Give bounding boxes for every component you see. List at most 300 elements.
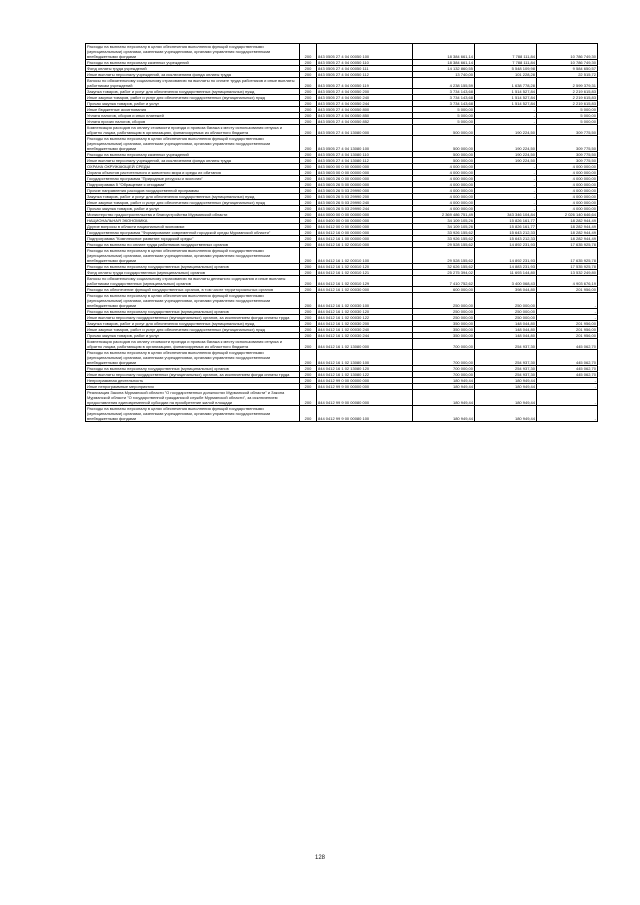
row-name: Прочая закупка товаров, работ и услуг: [86, 333, 300, 339]
table-row: [86, 270, 598, 276]
row-approved: 5 000,00: [413, 113, 475, 119]
table-row: [86, 236, 598, 242]
row-line-code: 200: [300, 390, 317, 406]
row-unexecuted: 445 062,70: [537, 350, 598, 366]
row-name: Охрана объектов растительного и животного мира и среды их обитания: [86, 170, 300, 176]
table-row: [86, 321, 598, 327]
row-name: Расходы на выплаты персоналу в целях обеспечения выполнения функций государственными (муниципальными) органами, казенными учреждениями, органами управления государственными внебюджетными фондами: [86, 136, 300, 152]
row-line-code: 200: [300, 230, 317, 236]
row-line-code: 200: [300, 206, 317, 212]
row-name: Расходы на выплаты персоналу государственных (муниципальных) органов: [86, 309, 300, 315]
row-budget-code: 844 0412 99 0 00 00000 000: [317, 378, 413, 384]
row-budget-code: 843 0505 27 4 04 00050 200: [317, 89, 413, 95]
row-approved: 700 000,00: [413, 372, 475, 378]
table-row: [86, 327, 598, 333]
row-executed: -: [475, 188, 537, 194]
row-budget-code: 843 0505 27 4 04 00050 852: [317, 119, 413, 125]
row-budget-code: 843 0603 26 5 03 29990 200: [317, 194, 413, 200]
row-budget-code: 843 0505 27 4 04 00050 850: [317, 113, 413, 119]
row-unexecuted: 18 282 944,49: [537, 224, 598, 230]
row-unexecuted: 201 956,00: [537, 287, 598, 293]
row-approved: 4 000 000,00: [413, 188, 475, 194]
row-approved: 32 626 155,62: [413, 264, 475, 270]
row-line-code: 200: [300, 293, 317, 309]
row-unexecuted: 4 000 000,00: [537, 194, 598, 200]
row-executed: -: [475, 113, 537, 119]
row-budget-code: 843 0505 27 4 04 00050 119: [317, 78, 413, 89]
row-unexecuted: 17 635 925,78: [537, 248, 598, 264]
table-row: [86, 44, 598, 60]
row-executed: -: [475, 194, 537, 200]
row-name: Реализация Закона Мурманской области "О государственных должностях Мурманской области" и Закона Мурманской области "О государственной гражданской службе Мурманской области", за исключением предоставления единовременной субсидии на приобретение жилой площади: [86, 390, 300, 406]
row-executed: 254 937,30: [475, 350, 537, 366]
row-executed: 148 044,80: [475, 321, 537, 327]
row-approved: 3 734 143,68: [413, 89, 475, 95]
row-name: Фонд оплаты труда государственных (муниципальных) органов: [86, 270, 300, 276]
row-budget-code: 843 0603 26 5 03 29990 240: [317, 200, 413, 206]
table-row: [86, 309, 598, 315]
row-name: НАЦИОНАЛЬНАЯ ЭКОНОМИКА: [86, 218, 300, 224]
row-approved: 250 000,00: [413, 293, 475, 309]
row-approved: 700 000,00: [413, 350, 475, 366]
row-line-code: 200: [300, 218, 317, 224]
row-approved: 4 000 000,00: [413, 176, 475, 182]
row-approved: 7 410 752,62: [413, 276, 475, 287]
row-unexecuted: 4 000 000,00: [537, 176, 598, 182]
table-row: [86, 95, 598, 101]
row-unexecuted: 309 775,50: [537, 152, 598, 158]
table-row: [86, 339, 598, 350]
row-unexecuted: 2 219 615,83: [537, 95, 598, 101]
row-line-code: 200: [300, 119, 317, 125]
row-line-code: 200: [300, 95, 317, 101]
table-row: [86, 390, 598, 406]
row-executed: 398 044,80: [475, 287, 537, 293]
row-line-code: 200: [300, 309, 317, 315]
row-approved: 18 384 661,14: [413, 44, 475, 60]
row-approved: 25 275 394,02: [413, 270, 475, 276]
row-unexecuted: 22 515,72: [537, 72, 598, 78]
row-budget-code: 843 0505 27 4 04 13080 100: [317, 136, 413, 152]
row-budget-code: 844 0412 16 1 02 00010 121: [317, 270, 413, 276]
budget-table: [85, 43, 598, 422]
row-line-code: 200: [300, 248, 317, 264]
row-line-code: 200: [300, 152, 317, 158]
row-approved: 29 528 155,62: [413, 248, 475, 264]
table-row: [86, 230, 598, 236]
row-name: Расходы на выплаты персоналу казенных учреждений: [86, 60, 300, 66]
row-unexecuted: 445 062,70: [537, 366, 598, 372]
row-name: Уплата прочих налогов, сборов: [86, 119, 300, 125]
row-unexecuted: 18 282 944,49: [537, 218, 598, 224]
row-unexecuted: 4 000 000,00: [537, 164, 598, 170]
row-approved: 14 132 860,55: [413, 66, 475, 72]
row-approved: 180 949,44: [413, 406, 475, 422]
row-approved: 500 000,00: [413, 125, 475, 136]
row-unexecuted: 4 000 000,00: [537, 200, 598, 206]
row-name: Взносы по обязательному социальному страхованию на выплаты по оплате труда работников и иные выплаты работникам учреждений: [86, 78, 300, 89]
row-line-code: 200: [300, 125, 317, 136]
row-budget-code: 843 0603 26 5 03 29990 000: [317, 188, 413, 194]
row-approved: 500 000,00: [413, 136, 475, 152]
row-budget-code: 843 0505 27 4 04 13080 112: [317, 158, 413, 164]
row-unexecuted: 2 219 615,83: [537, 101, 598, 107]
row-executed: -: [475, 119, 537, 125]
row-approved: 350 000,00: [413, 333, 475, 339]
row-executed: 254 937,30: [475, 372, 537, 378]
row-name: Расходы на выплаты персоналу в целях обеспечения выполнения функций государственными (муниципальными) органами, казенными учреждениями, органами управления государственными внебюджетными фондами: [86, 248, 300, 264]
row-unexecuted: -: [537, 315, 598, 321]
row-budget-code: 843 0505 27 4 04 00050 110: [317, 60, 413, 66]
row-approved: 34 109 105,26: [413, 224, 475, 230]
row-line-code: 200: [300, 101, 317, 107]
row-approved: 4 000 000,00: [413, 200, 475, 206]
row-executed: 190 224,50: [475, 158, 537, 164]
row-name: Иные закупки товаров, работ и услуг для обеспечения государственных (муниципальных) нужд: [86, 200, 300, 206]
row-name: Закупка товаров, работ и услуг для обеспечения государственных (муниципальных) нужд: [86, 194, 300, 200]
row-name: Расходы на выплаты по оплате труда работников государственных органов: [86, 242, 300, 248]
row-name: Прочие направления расходов государственной программы: [86, 188, 300, 194]
row-name: Расходы на выплаты персоналу казенных учреждений: [86, 152, 300, 158]
row-approved: 4 000 000,00: [413, 164, 475, 170]
row-approved: 250 000,00: [413, 315, 475, 321]
row-name: Расходы на выплаты персоналу в целях обеспечения выполнения функций государственными (муниципальными) органами, казенными учреждениями, органами управления государственными внебюджетными фондами: [86, 44, 300, 60]
row-executed: 343 346 104,84: [475, 212, 537, 218]
row-name: Компенсация расходов на оплату стоимости проезда и провоза багажа к месту использования отпуска и обратно лицам, работающим в организациях, финансируемых из областного бюджета: [86, 125, 300, 136]
row-approved: 4 000 000,00: [413, 194, 475, 200]
row-approved: 700 000,00: [413, 339, 475, 350]
row-unexecuted: 2 599 379,31: [537, 78, 598, 89]
row-approved: 33 926 155,62: [413, 230, 475, 236]
row-unexecuted: 5 000,00: [537, 107, 598, 113]
row-name: ОХРАНА ОКРУЖАЮЩЕЙ СРЕДЫ: [86, 164, 300, 170]
row-executed: -: [475, 170, 537, 176]
row-name: Уплата налогов, сборов и иных платежей: [86, 113, 300, 119]
row-executed: 15 826 161,77: [475, 218, 537, 224]
row-executed: 15 643 212,33: [475, 230, 537, 236]
table-row: [86, 276, 598, 287]
row-line-code: 200: [300, 113, 317, 119]
row-approved: 180 949,44: [413, 384, 475, 390]
row-executed: -: [475, 200, 537, 206]
row-budget-code: 844 0412 16 0 00 00000 000: [317, 230, 413, 236]
row-line-code: 200: [300, 158, 317, 164]
row-approved: 350 000,00: [413, 321, 475, 327]
table-row: [86, 406, 598, 422]
row-approved: 4 000 000,00: [413, 170, 475, 176]
row-unexecuted: -: [537, 390, 598, 406]
row-line-code: 200: [300, 384, 317, 390]
row-name: Подпрограмма 5 "Обращение с отходами": [86, 182, 300, 188]
row-line-code: 200: [300, 164, 317, 170]
row-name: Расходы на выплаты персоналу в целях обеспечения выполнения функций государственными (муниципальными) органами, казенными учреждениями, органами управления государственными внебюджетными фондами: [86, 406, 300, 422]
row-unexecuted: 10 786 749,30: [537, 60, 598, 66]
row-approved: 700 000,00: [413, 366, 475, 372]
row-budget-code: 844 0412 16 1 02 00030 244: [317, 333, 413, 339]
row-name: Иные бюджетные ассигнования: [86, 107, 300, 113]
row-line-code: 200: [300, 188, 317, 194]
row-executed: 15 826 161,77: [475, 224, 537, 230]
row-name: Иные непрограммные мероприятия: [86, 384, 300, 390]
table-row: [86, 89, 598, 95]
row-budget-code: 844 0412 16 1 02 00010 120: [317, 264, 413, 270]
page-number: 128: [314, 855, 325, 861]
row-line-code: 200: [300, 200, 317, 206]
row-budget-code: 844 0412 16 1 02 13080 122: [317, 372, 413, 378]
table-row: [86, 78, 598, 89]
row-name: Министерство градостроительства и благоустройства Мурманской области: [86, 212, 300, 218]
row-line-code: 200: [300, 60, 317, 66]
row-unexecuted: 2 219 615,83: [537, 89, 598, 95]
row-budget-code: 844 0400 00 0 00 00000 000: [317, 218, 413, 224]
row-approved: 180 949,44: [413, 390, 475, 406]
row-executed: 190 224,50: [475, 136, 537, 152]
row-line-code: 200: [300, 242, 317, 248]
row-budget-code: 844 0412 99 9 00 00000 000: [317, 384, 413, 390]
row-name: Расходы на выплаты персоналу в целях обеспечения выполнения функций государственными (муниципальными) органами, казенными учреждениями, органами управления государственными внебюджетными фондами: [86, 293, 300, 309]
table-row: [86, 242, 598, 248]
table-row: [86, 315, 598, 321]
row-budget-code: 843 0505 27 4 04 13080 000: [317, 125, 413, 136]
row-executed: 250 000,00: [475, 315, 537, 321]
row-line-code: 200: [300, 287, 317, 293]
table-row: [86, 125, 598, 136]
row-executed: 1 514 527,84: [475, 101, 537, 107]
row-line-code: 200: [300, 321, 317, 327]
row-approved: 4 000 000,00: [413, 206, 475, 212]
row-approved: 13 740,00: [413, 72, 475, 78]
row-executed: 148 044,80: [475, 327, 537, 333]
row-approved: 34 109 105,26: [413, 218, 475, 224]
row-line-code: 200: [300, 339, 317, 350]
row-name: Закупка товаров, работ и услуг для обеспечения государственных (муниципальных) нужд: [86, 321, 300, 327]
row-approved: 600 000,00: [413, 287, 475, 293]
row-line-code: 200: [300, 78, 317, 89]
row-approved: 5 000,00: [413, 119, 475, 125]
row-unexecuted: 18 282 944,49: [537, 236, 598, 242]
row-approved: 3 734 143,68: [413, 101, 475, 107]
row-unexecuted: 445 062,70: [537, 339, 598, 350]
row-budget-code: 844 0412 16 1 02 00030 122: [317, 315, 413, 321]
row-line-code: 200: [300, 170, 317, 176]
table-row: [86, 72, 598, 78]
row-budget-code: 843 0505 27 4 04 13080 110: [317, 152, 413, 158]
row-unexecuted: 201 956,00: [537, 327, 598, 333]
row-approved: 500 000,00: [413, 152, 475, 158]
row-executed: -: [475, 176, 537, 182]
table-row: [86, 60, 598, 66]
row-unexecuted: -: [537, 378, 598, 384]
row-line-code: 200: [300, 372, 317, 378]
row-approved: 180 949,44: [413, 378, 475, 384]
table-row: [86, 366, 598, 372]
row-approved: 29 528 155,62: [413, 242, 475, 248]
row-unexecuted: 4 903 676,19: [537, 276, 598, 287]
row-name: Закупка товаров, работ и услуг для обеспечения государственных (муниципальных) нужд: [86, 89, 300, 95]
row-line-code: 200: [300, 136, 317, 152]
row-line-code: 200: [300, 89, 317, 95]
row-name: Подпрограмма "Комплексное развитие городской среды": [86, 236, 300, 242]
table-row: [86, 287, 598, 293]
row-budget-code: 844 0412 99 9 00 00080 100: [317, 406, 413, 422]
table-row: [86, 350, 598, 366]
row-budget-code: 844 0412 16 1 02 00010 100: [317, 248, 413, 264]
row-executed: 14 892 231,93: [475, 242, 537, 248]
row-executed: 180 949,44: [475, 390, 537, 406]
row-approved: 500 000,00: [413, 158, 475, 164]
row-executed: 1 514 527,84: [475, 95, 537, 101]
row-line-code: 200: [300, 366, 317, 372]
row-line-code: 200: [300, 264, 317, 270]
row-unexecuted: 309 775,50: [537, 136, 598, 152]
row-unexecuted: 17 535 925,78: [537, 264, 598, 270]
table-row: [86, 372, 598, 378]
row-executed: 7 788 111,84: [475, 60, 537, 66]
row-line-code: 200: [300, 176, 317, 182]
row-approved: 4 000 000,00: [413, 182, 475, 188]
table-row: [86, 158, 598, 164]
row-unexecuted: 17 635 925,78: [537, 242, 598, 248]
row-budget-code: 844 0412 16 1 02 13080 100: [317, 350, 413, 366]
row-budget-code: 844 0412 16 1 02 00010 129: [317, 276, 413, 287]
row-budget-code: 844 0412 99 9 00 00080 000: [317, 390, 413, 406]
row-name: Иные выплаты персоналу учреждений, за исключением фонда оплаты труда: [86, 158, 300, 164]
row-budget-code: 843 0505 27 4 04 00050 111: [317, 66, 413, 72]
row-unexecuted: -: [537, 406, 598, 422]
row-executed: 250 000,00: [475, 293, 537, 309]
row-executed: -: [475, 182, 537, 188]
row-executed: 15 643 212,33: [475, 236, 537, 242]
row-budget-code: 844 0000 00 0 00 00000 000: [317, 212, 413, 218]
row-executed: 11 693 144,80: [475, 270, 537, 276]
row-executed: 5 548 109,98: [475, 66, 537, 72]
row-budget-code: 844 0412 00 0 00 00000 000: [317, 224, 413, 230]
row-executed: -: [475, 107, 537, 113]
row-executed: 1 638 778,28: [475, 78, 537, 89]
row-executed: 7 788 111,84: [475, 44, 537, 60]
row-budget-code: 843 0603 26 0 00 00000 000: [317, 176, 413, 182]
row-name: Расходы на выплаты персоналу государственных (муниципальных) органов: [86, 366, 300, 372]
row-executed: 148 044,80: [475, 333, 537, 339]
table-row: [86, 264, 598, 270]
row-line-code: 200: [300, 194, 317, 200]
row-name: Иные выплаты персоналу учреждений, за исключением фонда оплаты труда: [86, 72, 300, 78]
row-name: Прочая закупка товаров, работ и услуг: [86, 206, 300, 212]
row-approved: 18 384 661,14: [413, 60, 475, 66]
row-budget-code: 844 0412 16 1 02 00030 200: [317, 321, 413, 327]
row-line-code: 200: [300, 406, 317, 422]
row-budget-code: 844 0412 16 1 00 00000 000: [317, 236, 413, 242]
row-unexecuted: 18 282 944,49: [537, 230, 598, 236]
row-unexecuted: 4 000 000,00: [537, 182, 598, 188]
row-approved: 2 369 486 751,49: [413, 212, 475, 218]
row-approved: 5 000,00: [413, 107, 475, 113]
row-budget-code: 843 0603 00 0 00 00000 000: [317, 170, 413, 176]
table-row: [86, 152, 598, 158]
row-executed: 3 400 068,43: [475, 276, 537, 287]
row-line-code: 200: [300, 72, 317, 78]
row-line-code: 200: [300, 378, 317, 384]
row-name: Государственная программа "Природные ресурсы и экология": [86, 176, 300, 182]
row-budget-code: 843 0600 00 0 00 00000 000: [317, 164, 413, 170]
row-name: Компенсация расходов на оплату стоимости проезда и провоза багажа к месту использования отпуска и обратно лицам, работающим в организациях, финансируемых из областного бюджета: [86, 339, 300, 350]
row-unexecuted: 9 584 650,57: [537, 66, 598, 72]
row-unexecuted: 4 000 000,00: [537, 170, 598, 176]
row-line-code: 200: [300, 107, 317, 113]
row-approved: 3 734 143,68: [413, 95, 475, 101]
row-budget-code: 844 0412 16 1 02 00030 120: [317, 309, 413, 315]
row-unexecuted: 5 000,00: [537, 113, 598, 119]
row-name: Государственная программа "Формирование современной городской среды Мурманской области": [86, 230, 300, 236]
row-name: Иные выплаты персоналу государственных (муниципальных) органов, за исключением фонда оплаты труда: [86, 372, 300, 378]
row-line-code: 200: [300, 236, 317, 242]
row-unexecuted: 201 956,00: [537, 321, 598, 327]
row-name: Расходы на выплаты персоналу государственных (муниципальных) органов: [86, 264, 300, 270]
row-budget-code: 844 0412 16 1 02 13080 000: [317, 339, 413, 350]
row-name: Расходы на обеспечение функций государственных органов, в том числе территориальных органов: [86, 287, 300, 293]
row-unexecuted: 13 532 249,80: [537, 270, 598, 276]
row-unexecuted: 309 775,50: [537, 125, 598, 136]
row-approved: 33 926 155,62: [413, 236, 475, 242]
row-executed: 180 949,44: [475, 406, 537, 422]
row-unexecuted: 445 062,70: [537, 372, 598, 378]
row-line-code: 200: [300, 44, 317, 60]
row-unexecuted: -: [537, 293, 598, 309]
row-name: Взносы по обязательному социальному страхованию на выплаты денежного содержания и иные выплаты работникам государственных (муниципальных) органов: [86, 276, 300, 287]
row-budget-code: 843 0505 27 4 04 00050 800: [317, 107, 413, 113]
table-row: [86, 212, 598, 218]
row-budget-code: 843 0603 26 5 03 29990 244: [317, 206, 413, 212]
row-budget-code: 844 0412 16 1 02 00030 100: [317, 293, 413, 309]
row-line-code: 200: [300, 212, 317, 218]
row-line-code: 200: [300, 66, 317, 72]
row-executed: 101 228,28: [475, 72, 537, 78]
row-executed: 14 892 231,93: [475, 248, 537, 264]
row-line-code: 200: [300, 276, 317, 287]
row-executed: -: [475, 164, 537, 170]
row-line-code: 200: [300, 327, 317, 333]
row-executed: 180 949,44: [475, 378, 537, 384]
row-budget-code: 843 0505 27 4 04 00050 244: [317, 101, 413, 107]
row-executed: 14 883 231,93: [475, 264, 537, 270]
row-unexecuted: 4 000 000,00: [537, 206, 598, 212]
row-budget-code: 844 0412 16 1 02 13080 120: [317, 366, 413, 372]
row-unexecuted: 2 026 140 646,64: [537, 212, 598, 218]
row-approved: 250 000,00: [413, 309, 475, 315]
row-budget-code: 844 0412 16 1 02 00030 240: [317, 327, 413, 333]
table-row: [86, 248, 598, 264]
row-line-code: 200: [300, 315, 317, 321]
row-budget-code: 843 0603 26 5 00 00000 000: [317, 182, 413, 188]
row-line-code: 200: [300, 350, 317, 366]
budget-table-body: [86, 44, 598, 422]
row-executed: 190 224,50: [475, 125, 537, 136]
row-name: Фонд оплаты труда учреждений: [86, 66, 300, 72]
row-name: Иные закупки товаров, работ и услуг для обеспечения государственных (муниципальных) нужд: [86, 327, 300, 333]
row-executed: 1 514 527,84: [475, 89, 537, 95]
row-budget-code: 843 0505 27 4 04 00050 112: [317, 72, 413, 78]
row-approved: 4 238 155,59: [413, 78, 475, 89]
row-name: Иные выплаты персоналу государственных (муниципальных) органов, за исключением фонда оплаты труда: [86, 315, 300, 321]
row-name: Расходы на выплаты персоналу в целях обеспечения выполнения функций государственными (муниципальными) органами, казенными учреждениями, органами управления государственными внебюджетными фондами: [86, 350, 300, 366]
row-unexecuted: 5 000,00: [537, 119, 598, 125]
row-budget-code: 843 0505 27 4 04 00050 100: [317, 44, 413, 60]
row-executed: 180 949,44: [475, 384, 537, 390]
row-budget-code: 844 0412 16 1 02 00010 000: [317, 242, 413, 248]
row-executed: 250 000,00: [475, 309, 537, 315]
row-approved: 350 000,00: [413, 327, 475, 333]
row-line-code: 200: [300, 182, 317, 188]
